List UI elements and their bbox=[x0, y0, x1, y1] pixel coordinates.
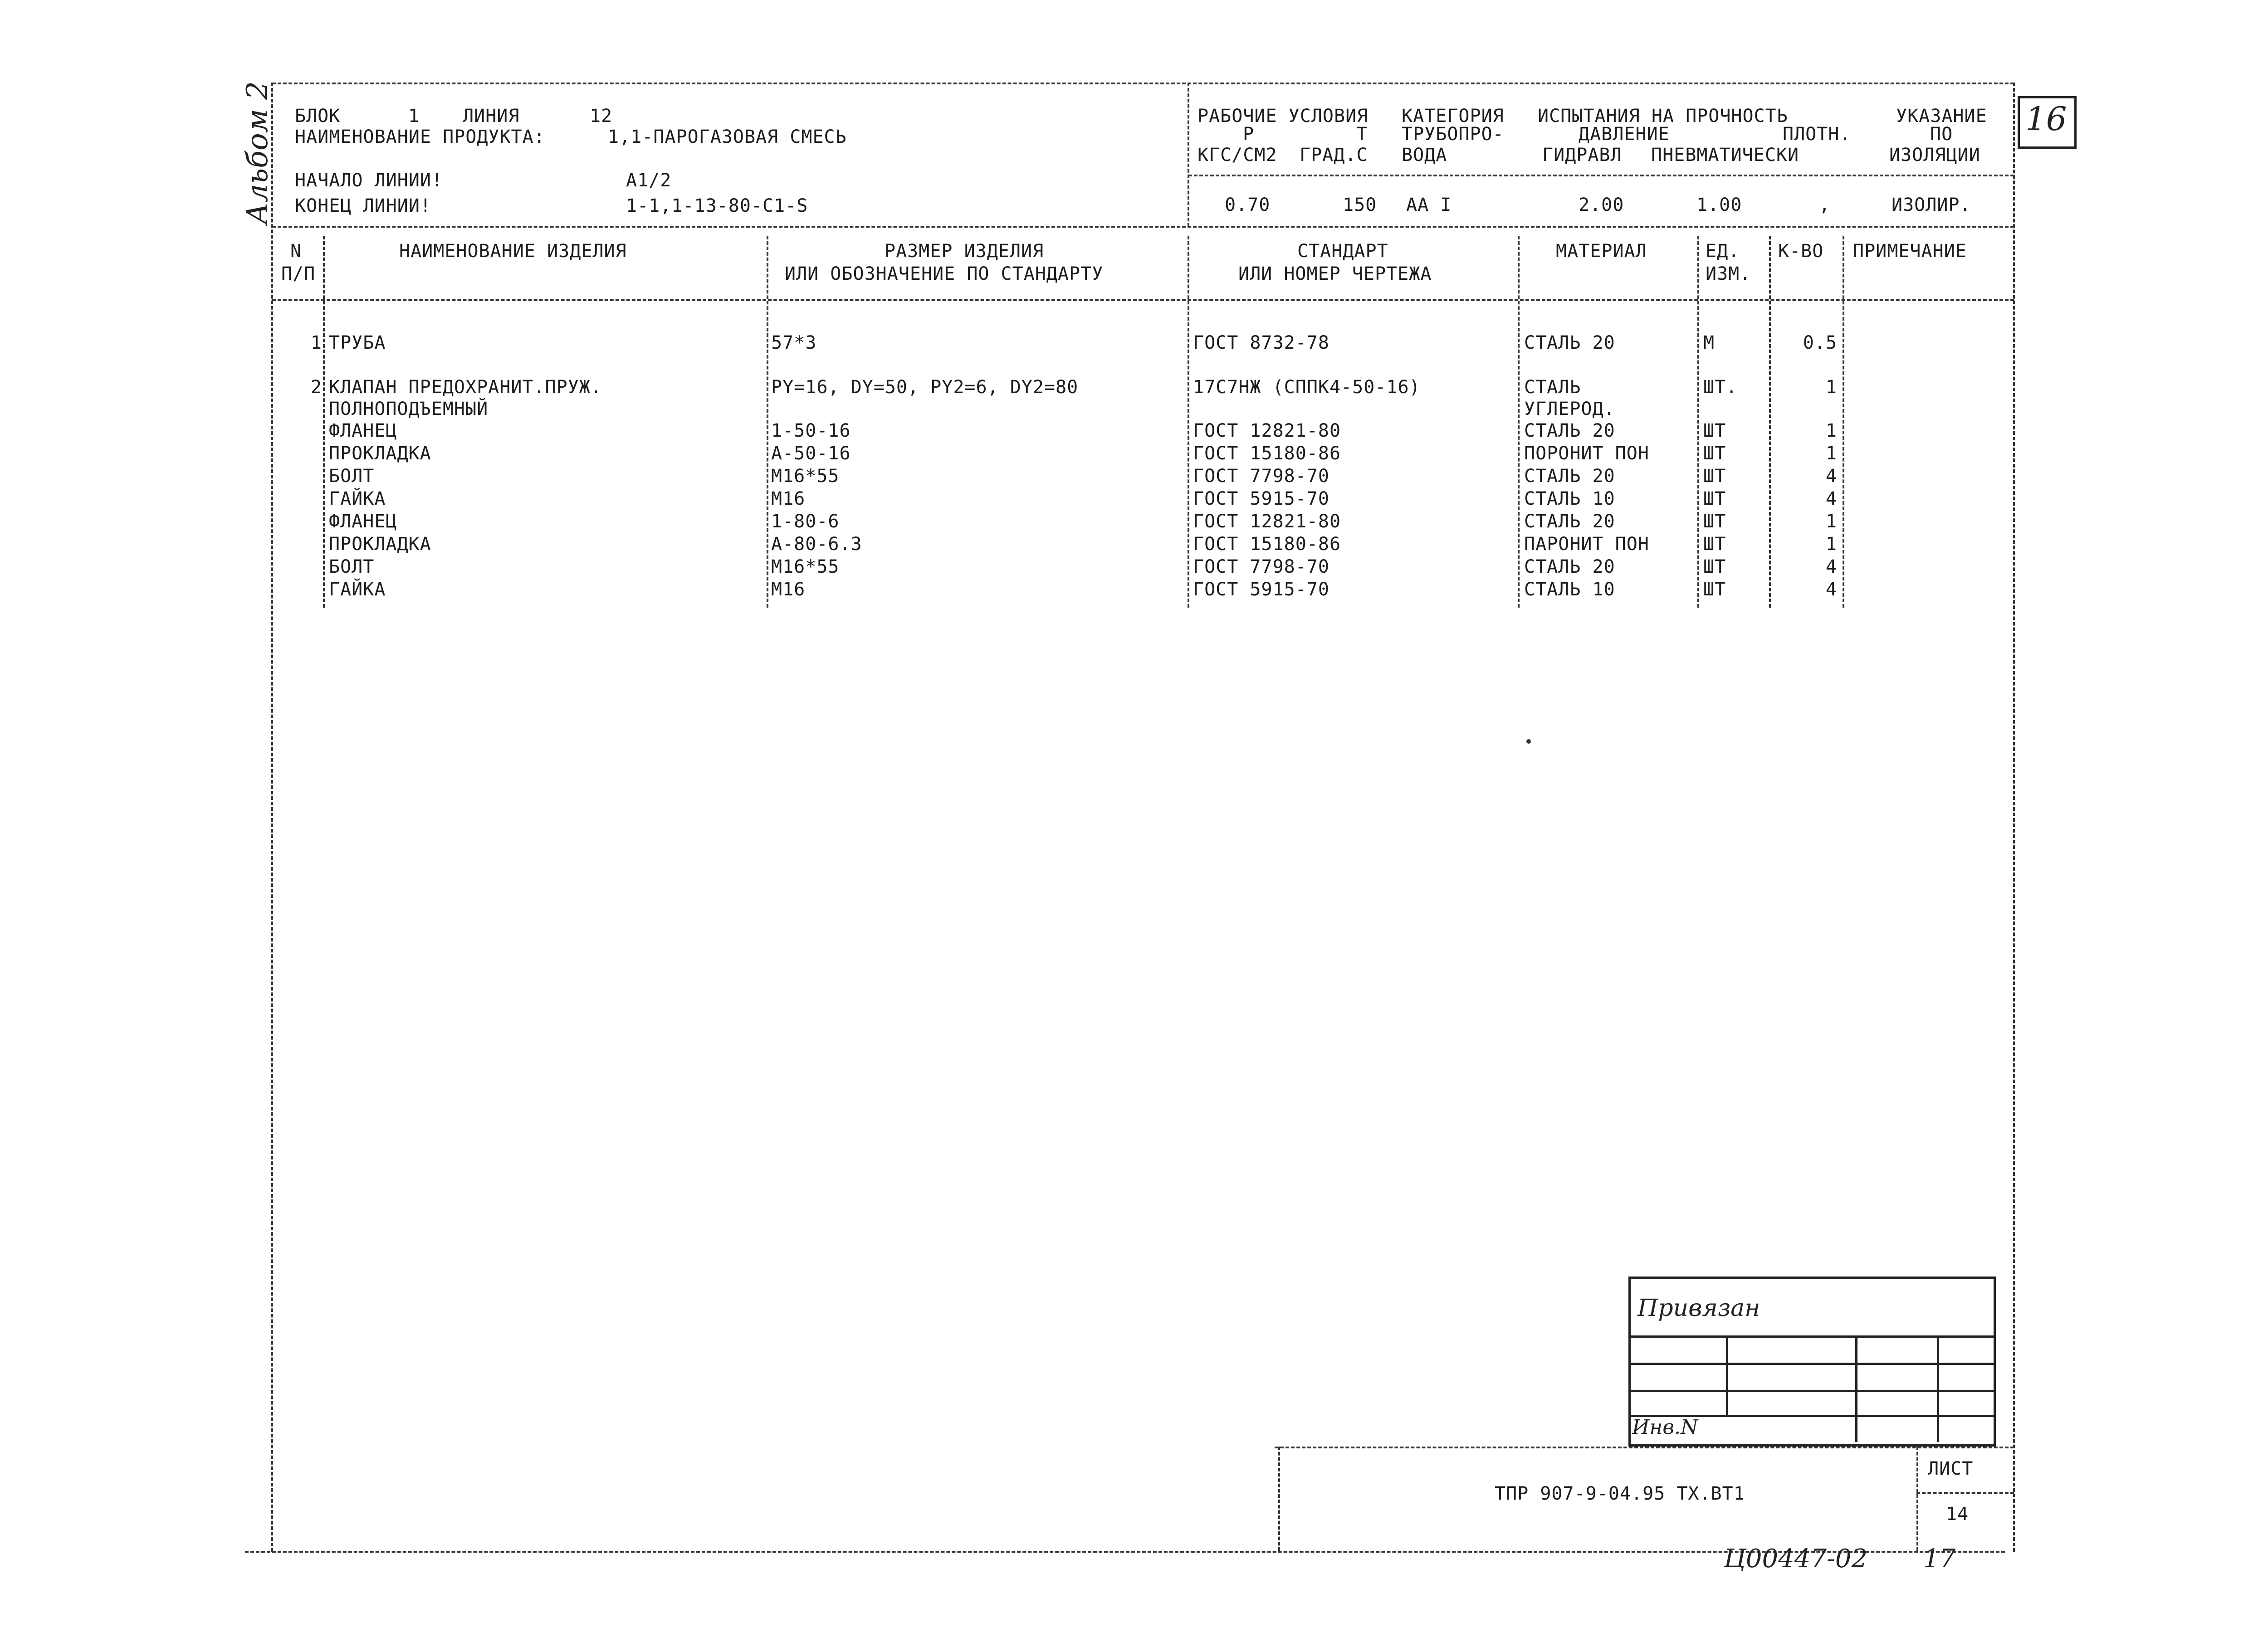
row-standard: ГОСТ 15180-86 bbox=[1193, 534, 1341, 555]
start-label: НАЧАЛО ЛИНИИ! bbox=[295, 170, 443, 191]
col-num-header-1: N bbox=[290, 241, 302, 262]
insulation-title-3: ИЗОЛЯЦИИ bbox=[1889, 145, 1980, 166]
t-label: Т bbox=[1356, 124, 1368, 145]
row-quantity: 0.5 bbox=[1803, 332, 1837, 353]
product-label: НАИМЕНОВАНИЕ ПРОДУКТА: bbox=[295, 127, 545, 147]
title-block-sheet-divider bbox=[1916, 1447, 1918, 1551]
document-code: ТПР 907-9-04.95 ТХ.ВТ1 bbox=[1495, 1483, 1745, 1504]
row-quantity: 1 bbox=[1825, 443, 1837, 464]
sheet-value: 14 bbox=[1946, 1504, 1969, 1525]
row-unit: ШТ bbox=[1703, 466, 1726, 487]
bound-stamp-vline-1 bbox=[1726, 1335, 1728, 1415]
density-label: ПЛОТН. bbox=[1783, 124, 1851, 145]
row-standard: ГОСТ 7798-70 bbox=[1193, 466, 1330, 487]
title-block-left bbox=[1278, 1447, 1280, 1551]
row-unit: ШТ bbox=[1703, 579, 1726, 600]
col-unit-header-2: ИЗМ. bbox=[1706, 263, 1751, 284]
insulation-title-2: ПО bbox=[1930, 124, 1953, 145]
col-sep-std bbox=[1518, 236, 1520, 608]
row-size: 1-50-16 bbox=[771, 420, 851, 441]
frame-left-border bbox=[271, 83, 273, 1552]
row-num: 2 bbox=[310, 377, 322, 398]
row-material: ПОРОНИТ ПОН bbox=[1524, 443, 1649, 464]
row-quantity: 1 bbox=[1825, 377, 1837, 398]
row-size: А-80-6.3 bbox=[771, 534, 862, 555]
header-bottom-border bbox=[272, 226, 2014, 228]
col-unit-header-1: ЕД. bbox=[1706, 241, 1740, 262]
row-material: УГЛЕРОД. bbox=[1524, 399, 1615, 419]
row-material: СТАЛЬ 10 bbox=[1524, 488, 1615, 509]
col-std-header-2: ИЛИ НОМЕР ЧЕРТЕЖА bbox=[1238, 263, 1432, 284]
bound-label: Привязан bbox=[1637, 1295, 1760, 1322]
category-title: КАТЕГОРИЯ bbox=[1402, 106, 1504, 127]
row-quantity: 1 bbox=[1825, 534, 1837, 555]
row-standard: ГОСТ 12821-80 bbox=[1193, 511, 1341, 532]
row-size: А-50-16 bbox=[771, 443, 851, 464]
frame-right-border bbox=[2013, 83, 2015, 1552]
row-size: 57*3 bbox=[771, 332, 817, 353]
row-material: СТАЛЬ 20 bbox=[1524, 466, 1615, 487]
t-value: 150 bbox=[1343, 195, 1377, 215]
conditions-mid-line bbox=[1188, 175, 2014, 176]
row-quantity: 4 bbox=[1825, 466, 1837, 487]
col-sep-unit bbox=[1769, 236, 1771, 608]
row-quantity: 4 bbox=[1825, 556, 1837, 577]
insulation-value: ИЗОЛИР. bbox=[1892, 195, 1971, 215]
row-quantity: 4 bbox=[1825, 579, 1837, 600]
sheet-label: ЛИСТ bbox=[1928, 1458, 1974, 1479]
row-name: БОЛТ bbox=[329, 556, 375, 577]
category-sub2: ВОДА bbox=[1402, 145, 1447, 166]
row-name: КЛАПАН ПРЕДОХРАНИТ.ПРУЖ. bbox=[329, 377, 602, 398]
p-label: Р bbox=[1243, 124, 1255, 145]
col-sep-qty bbox=[1843, 236, 1844, 608]
product-value: 1,1-ПАРОГАЗОВАЯ СМЕСЬ bbox=[608, 127, 847, 147]
p-unit: КГС/СМ2 bbox=[1198, 145, 1277, 166]
row-material: СТАЛЬ 20 bbox=[1524, 511, 1615, 532]
category-value: АА I bbox=[1406, 195, 1452, 215]
col-sep-material bbox=[1697, 236, 1699, 608]
row-standard: ГОСТ 8732-78 bbox=[1193, 332, 1330, 353]
row-unit: ШТ. bbox=[1703, 377, 1738, 398]
col-sep-size bbox=[1188, 236, 1189, 608]
block-value: 1 bbox=[408, 106, 420, 127]
start-value: А1/2 bbox=[626, 170, 672, 191]
col-sep-num bbox=[323, 236, 325, 608]
bound-stamp-vline-3 bbox=[1937, 1335, 1939, 1442]
row-name: ГАЙКА bbox=[329, 488, 386, 509]
row-name: ПОЛНОПОДЪЕМНЫЙ bbox=[329, 399, 489, 419]
end-value: 1-1,1-13-80-С1-S bbox=[626, 195, 808, 216]
row-material: СТАЛЬ 20 bbox=[1524, 556, 1615, 577]
stray-dot bbox=[1526, 739, 1531, 744]
row-material: СТАЛЬ 20 bbox=[1524, 420, 1615, 441]
title-block-sheet-line bbox=[1916, 1492, 2014, 1494]
row-unit: ШТ bbox=[1703, 488, 1726, 509]
pneumatic-label: ПНЕВМАТИЧЕСКИ bbox=[1651, 145, 1799, 166]
p-value: 0.70 bbox=[1225, 195, 1271, 215]
row-material: ПАРОНИТ ПОН bbox=[1524, 534, 1649, 555]
col-material-header: МАТЕРИАЛ bbox=[1556, 241, 1647, 262]
row-size: 1-80-6 bbox=[771, 511, 840, 532]
row-unit: ШТ bbox=[1703, 511, 1726, 532]
sheet-number-corner: 16 bbox=[2025, 100, 2067, 138]
row-material: СТАЛЬ 20 bbox=[1524, 332, 1615, 353]
pneumatic-value: 1.00 bbox=[1696, 195, 1742, 215]
bound-stamp-vline-2 bbox=[1855, 1335, 1857, 1442]
row-quantity: 4 bbox=[1825, 488, 1837, 509]
row-name: ГАЙКА bbox=[329, 579, 386, 600]
density-value: , bbox=[1819, 195, 1831, 215]
row-name: ФЛАНЕЦ bbox=[329, 511, 397, 532]
hydraulic-value: 2.00 bbox=[1579, 195, 1624, 215]
header-divider bbox=[1188, 83, 1189, 227]
archive-number: Ц00447-02 bbox=[1724, 1544, 1868, 1574]
insulation-title-1: УКАЗАНИЕ bbox=[1896, 106, 1987, 127]
col-size-header-2: ИЛИ ОБОЗНАЧЕНИЕ ПО СТАНДАРТУ bbox=[785, 263, 1104, 284]
row-standard: ГОСТ 12821-80 bbox=[1193, 420, 1341, 441]
line-label: ЛИНИЯ bbox=[463, 106, 520, 127]
row-standard: ГОСТ 7798-70 bbox=[1193, 556, 1330, 577]
col-note-header: ПРИМЕЧАНИЕ bbox=[1853, 241, 1967, 262]
row-num: 1 bbox=[310, 332, 322, 353]
category-sub1: ТРУБОПРО- bbox=[1402, 124, 1504, 145]
inventory-label: Инв.N bbox=[1632, 1416, 1698, 1439]
col-qty-header: К-ВО bbox=[1778, 241, 1824, 262]
row-standard: ГОСТ 5915-70 bbox=[1193, 579, 1330, 600]
conditions-title: РАБОЧИЕ УСЛОВИЯ bbox=[1198, 106, 1369, 127]
row-size: М16*55 bbox=[771, 466, 840, 487]
row-name: БОЛТ bbox=[329, 466, 375, 487]
col-std-header-1: СТАНДАРТ bbox=[1297, 241, 1388, 262]
col-size-header-1: РАЗМЕР ИЗДЕЛИЯ bbox=[885, 241, 1044, 262]
block-label: БЛОК bbox=[295, 106, 341, 127]
album-label: Альбом 2 bbox=[240, 81, 274, 224]
row-unit: ШТ bbox=[1703, 443, 1726, 464]
row-standard: ГОСТ 5915-70 bbox=[1193, 488, 1330, 509]
row-standard: 17С7НЖ (СППК4-50-16) bbox=[1193, 377, 1421, 398]
row-name: ПРОКЛАДКА bbox=[329, 443, 431, 464]
row-name: ФЛАНЕЦ bbox=[329, 420, 397, 441]
line-value: 12 bbox=[590, 106, 613, 127]
row-size: М16*55 bbox=[771, 556, 840, 577]
row-standard: ГОСТ 15180-86 bbox=[1193, 443, 1341, 464]
row-size: PY=16, DY=50, PY2=6, DY2=80 bbox=[771, 377, 1079, 398]
column-header-bottom-border bbox=[272, 299, 2014, 301]
col-name-header: НАИМЕНОВАНИЕ ИЗДЕЛИЯ bbox=[399, 241, 627, 262]
row-unit: ШТ bbox=[1703, 420, 1726, 441]
row-name: ПРОКЛАДКА bbox=[329, 534, 431, 555]
row-name: ТРУБА bbox=[329, 332, 386, 353]
row-size: М16 bbox=[771, 579, 806, 600]
end-label: КОНЕЦ ЛИНИИ! bbox=[295, 195, 431, 216]
title-block-top bbox=[1275, 1447, 2014, 1448]
row-unit: М bbox=[1703, 332, 1715, 353]
frame-top-border bbox=[272, 83, 2014, 84]
hydraulic-label: ГИДРАВЛ bbox=[1542, 145, 1622, 166]
page-number: 17 bbox=[1923, 1544, 1956, 1574]
row-quantity: 1 bbox=[1825, 420, 1837, 441]
row-unit: ШТ bbox=[1703, 556, 1726, 577]
row-quantity: 1 bbox=[1825, 511, 1837, 532]
row-material: СТАЛЬ 10 bbox=[1524, 579, 1615, 600]
row-material: СТАЛЬ bbox=[1524, 377, 1581, 398]
t-unit: ГРАД.С bbox=[1300, 145, 1368, 166]
tests-title: ИСПЫТАНИЯ НА ПРОЧНОСТЬ bbox=[1538, 106, 1788, 127]
col-sep-name bbox=[767, 236, 768, 608]
row-size: М16 bbox=[771, 488, 806, 509]
col-num-header-2: П/П bbox=[281, 263, 316, 284]
row-unit: ШТ bbox=[1703, 534, 1726, 555]
pressure-label: ДАВЛЕНИЕ bbox=[1579, 124, 1670, 145]
